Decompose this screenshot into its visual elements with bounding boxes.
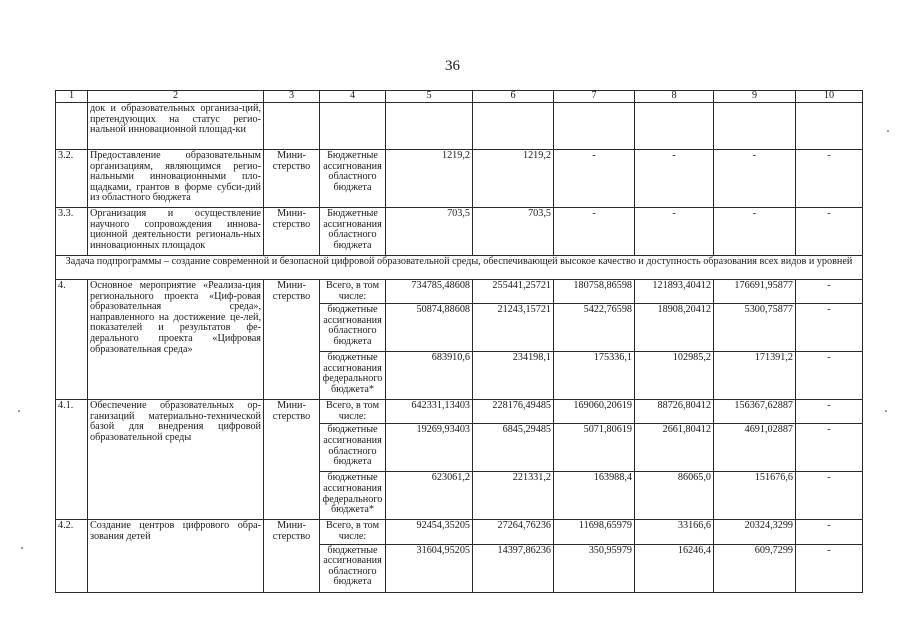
table-row (56, 150, 863, 208)
value-year-4: 156367,62887 (714, 400, 796, 424)
value-year-4: 20324,3299 (714, 520, 796, 544)
value-year-3: 88726,80412 (635, 400, 714, 424)
value-year-2: 5071,80619 (554, 424, 635, 472)
value-year-2: 175336,1 (554, 352, 635, 400)
value-year-3: 16246,4 (635, 544, 714, 592)
value-total: 31604,95205 (386, 544, 473, 592)
executor: Мини-стерство (264, 520, 320, 592)
value-year-1: 221331,2 (473, 472, 554, 520)
column-number: 5 (386, 91, 473, 103)
scan-speck (887, 130, 889, 132)
column-number: 3 (264, 91, 320, 103)
value-year-5: - (796, 544, 863, 592)
value-year-5: - (796, 280, 863, 304)
value-year-1: 1219,2 (473, 150, 554, 208)
activity-name: Предоставление образовательным организациям, являющимся регио-нальными инновационными пло-щадками, грантов в форме субси-дий из областного бюджета (88, 150, 264, 208)
value-year-1 (473, 103, 554, 150)
table-row (56, 520, 863, 544)
column-number-row (56, 91, 863, 103)
task-heading: Задача подпрограммы – создание современной и безопасной цифровой образовательной среды, обеспечивающей высокое качество и доступность образования всех видов и уровней (56, 256, 863, 280)
value-total: 19269,93403 (386, 424, 473, 472)
funding-source: бюджетные ассигнования федерального бюджета* (320, 472, 386, 520)
activity-name: Организация и осуществление научного сопровождения иннова-ционной деятельности региональ-ных инновационных площадок (88, 208, 264, 256)
value-year-3: 102985,2 (635, 352, 714, 400)
activity-name: Обеспечение образовательных ор-ганизаций материально-технической базой для внедрения цифровой образовательной среды (88, 400, 264, 520)
table-row (56, 103, 863, 150)
table-row (56, 208, 863, 256)
value-year-4: 5300,75877 (714, 304, 796, 352)
value-year-1: 703,5 (473, 208, 554, 256)
value-total (386, 103, 473, 150)
value-year-2: - (554, 150, 635, 208)
row-number (56, 103, 88, 150)
funding-source: Всего, в том числе: (320, 280, 386, 304)
value-year-5: - (796, 352, 863, 400)
funding-source: Бюджетные ассигнования областного бюджета (320, 150, 386, 208)
row-number: 4.2. (56, 520, 88, 592)
value-year-2: - (554, 208, 635, 256)
column-number: 6 (473, 91, 554, 103)
value-year-2: 163988,4 (554, 472, 635, 520)
scan-speck (21, 547, 23, 549)
value-year-5: - (796, 150, 863, 208)
value-year-2: 5422,76598 (554, 304, 635, 352)
executor (264, 103, 320, 150)
value-year-1: 14397,86236 (473, 544, 554, 592)
row-number: 4. (56, 280, 88, 400)
value-year-4: - (714, 208, 796, 256)
value-year-4: 609,7299 (714, 544, 796, 592)
value-year-3: - (635, 150, 714, 208)
funding-source: Всего, в том числе: (320, 520, 386, 544)
value-year-2: 350,95979 (554, 544, 635, 592)
column-number: 4 (320, 91, 386, 103)
executor: Мини-стерство (264, 150, 320, 208)
activity-name: док и образовательных организа-ций, претендующих на статус регио-нальной инновационной площад-ки (88, 103, 264, 150)
value-year-3: 2661,80412 (635, 424, 714, 472)
value-year-5: - (796, 424, 863, 472)
value-year-2 (554, 103, 635, 150)
value-total: 683910,6 (386, 352, 473, 400)
value-year-2: 169060,20619 (554, 400, 635, 424)
budget-table (55, 90, 863, 593)
value-year-5: - (796, 400, 863, 424)
value-year-1: 6845,29485 (473, 424, 554, 472)
column-number: 10 (796, 91, 863, 103)
executor: Мини-стерство (264, 208, 320, 256)
row-number: 3.2. (56, 150, 88, 208)
column-number: 1 (56, 91, 88, 103)
funding-source: бюджетные ассигнования областного бюджета (320, 304, 386, 352)
value-year-4: 176691,95877 (714, 280, 796, 304)
table-row (56, 280, 863, 304)
value-year-5: - (796, 520, 863, 544)
column-number: 8 (635, 91, 714, 103)
funding-source: бюджетные ассигнования областного бюджета (320, 424, 386, 472)
value-year-4 (714, 103, 796, 150)
scan-speck (885, 410, 887, 412)
table-row (56, 400, 863, 424)
value-year-2: 180758,86598 (554, 280, 635, 304)
value-year-5: - (796, 208, 863, 256)
scan-speck (18, 410, 20, 412)
row-number: 4.1. (56, 400, 88, 520)
activity-name: Основное мероприятие «Реализа-ция регионального проекта «Циф-ровая образовательная среда», направленного на достижение це-лей, показателей и результатов фе-дерального проекта «Цифровая образовательная среда» (88, 280, 264, 400)
value-year-1: 255441,25721 (473, 280, 554, 304)
value-year-2: 11698,65979 (554, 520, 635, 544)
value-year-5 (796, 103, 863, 150)
executor: Мини-стерство (264, 280, 320, 400)
value-year-4: 151676,6 (714, 472, 796, 520)
page-number: 36 (445, 58, 460, 74)
value-total: 50874,88608 (386, 304, 473, 352)
task-row (56, 256, 863, 280)
value-total: 734785,48608 (386, 280, 473, 304)
value-year-1: 234198,1 (473, 352, 554, 400)
value-year-5: - (796, 304, 863, 352)
value-total: 92454,35205 (386, 520, 473, 544)
value-year-3 (635, 103, 714, 150)
value-year-3: 121893,40412 (635, 280, 714, 304)
value-year-1: 21243,15721 (473, 304, 554, 352)
funding-source: Всего, в том числе: (320, 400, 386, 424)
value-total: 642331,13403 (386, 400, 473, 424)
value-year-1: 228176,49485 (473, 400, 554, 424)
activity-name: Создание центров цифрового обра-зования детей (88, 520, 264, 592)
executor: Мини-стерство (264, 400, 320, 520)
value-year-3: 86065,0 (635, 472, 714, 520)
value-year-3: 33166,6 (635, 520, 714, 544)
value-total: 703,5 (386, 208, 473, 256)
value-year-4: 4691,02887 (714, 424, 796, 472)
value-year-5: - (796, 472, 863, 520)
value-year-3: 18908,20412 (635, 304, 714, 352)
column-number: 9 (714, 91, 796, 103)
funding-source (320, 103, 386, 150)
value-year-1: 27264,76236 (473, 520, 554, 544)
row-number: 3.3. (56, 208, 88, 256)
value-year-3: - (635, 208, 714, 256)
funding-source: бюджетные ассигнования федерального бюджета* (320, 352, 386, 400)
value-total: 1219,2 (386, 150, 473, 208)
value-total: 623061,2 (386, 472, 473, 520)
column-number: 7 (554, 91, 635, 103)
column-number: 2 (88, 91, 264, 103)
funding-source: Бюджетные ассигнования областного бюджета (320, 208, 386, 256)
value-year-4: - (714, 150, 796, 208)
funding-source: бюджетные ассигнования областного бюджета (320, 544, 386, 592)
value-year-4: 171391,2 (714, 352, 796, 400)
